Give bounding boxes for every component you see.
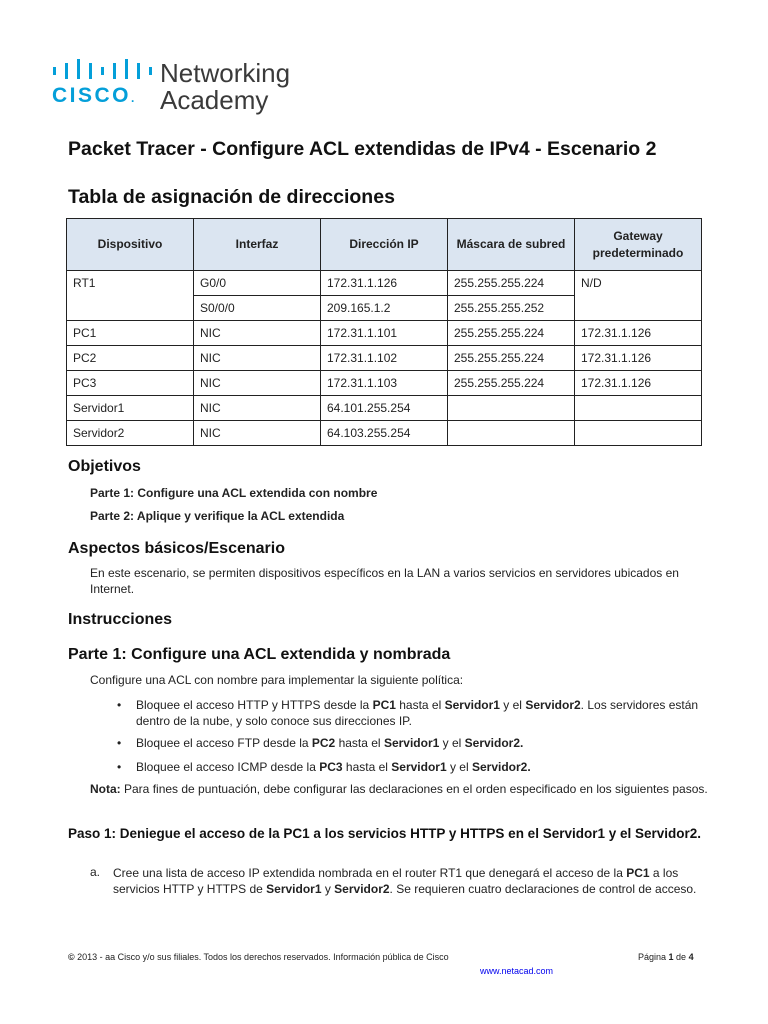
- table-cell: NIC: [194, 421, 321, 446]
- step1-heading: Paso 1: Deniegue el acceso de la PC1 a los servicios HTTP y HTTPS en el Servidor1 y el Servidor2.: [68, 826, 702, 841]
- table-cell: RT1: [67, 271, 194, 321]
- col-header-ip: Dirección IP: [321, 219, 448, 271]
- part1-intro: Configure una ACL con nombre para implementar la siguiente política:: [90, 673, 464, 687]
- table-cell: NIC: [194, 396, 321, 421]
- part1-heading: Parte 1: Configure una ACL extendida y nombrada: [68, 646, 451, 663]
- table-cell: NIC: [194, 371, 321, 396]
- table-cell: 172.31.1.102: [321, 346, 448, 371]
- table-cell: [448, 421, 575, 446]
- table-cell: 255.255.255.224: [448, 321, 575, 346]
- table-cell: 172.31.1.126: [575, 371, 702, 396]
- instructions-heading: Instrucciones: [68, 611, 173, 628]
- step1-a-text: Cree una lista de acceso IP extendida nombrada en el router RT1 que denegará el acceso de la PC1 a los servicios HTTP y HTTPS de Servidor1 y Servidor2. Se requieren cuatro declaraciones de control de acceso.: [113, 866, 697, 896]
- cisco-networking-academy-logo: [52, 56, 312, 120]
- table-cell: 255.255.255.224: [448, 271, 575, 296]
- table-cell: PC3: [67, 371, 194, 396]
- logo-networking: Networking: [160, 58, 291, 88]
- footer-copyright: © 2013 - aa Cisco y/o sus filiales. Todos los derechos reservados. Información pública de Cisco: [68, 952, 449, 962]
- objective-part2: Parte 2: Aplique y verifique la ACL extendida: [90, 509, 345, 523]
- table-cell: 172.31.1.126: [575, 346, 702, 371]
- table-cell: N/D: [575, 271, 702, 321]
- table-cell: NIC: [194, 346, 321, 371]
- table-cell: 172.31.1.126: [321, 271, 448, 296]
- table-row: [67, 421, 702, 446]
- table-cell: 255.255.255.224: [448, 371, 575, 396]
- logo-academy: Academy: [160, 85, 269, 115]
- table-cell: 255.255.255.252: [448, 296, 575, 321]
- table-row: [67, 371, 702, 396]
- table-cell: S0/0/0: [194, 296, 321, 321]
- policy-bullet-3: Bloquee el acceso ICMP desde la PC3 hasta el Servidor1 y el Servidor2.: [136, 760, 531, 774]
- addressing-table: [66, 218, 702, 446]
- table-cell: Servidor2: [67, 421, 194, 446]
- table-cell: 172.31.1.126: [575, 321, 702, 346]
- document-title: Packet Tracer - Configure ACL extendidas de IPv4 - Escenario 2: [68, 138, 657, 160]
- cisco-wordmark: CISCO.: [52, 84, 137, 107]
- table-cell: PC1: [67, 321, 194, 346]
- col-header-gateway: Gateway predeterminado: [575, 219, 702, 271]
- table-cell: Servidor1: [67, 396, 194, 421]
- table-cell: 64.101.255.254: [321, 396, 448, 421]
- table-title: Tabla de asignación de direcciones: [68, 186, 395, 208]
- table-cell: [448, 396, 575, 421]
- step1-a-label: a.: [90, 865, 101, 879]
- col-header-interface: Interfaz: [194, 219, 321, 271]
- table-row: [67, 396, 702, 421]
- table-cell: 64.103.255.254: [321, 421, 448, 446]
- background-text: En este escenario, se permiten dispositivos específicos en la LAN a varios servicios en servidores ubicados en Internet.: [90, 566, 679, 596]
- bullet-marker: •: [117, 736, 122, 750]
- footer-netacad-link[interactable]: www.netacad.com: [480, 966, 554, 976]
- table-cell: PC2: [67, 346, 194, 371]
- objectives-heading: Objetivos: [68, 458, 141, 475]
- cisco-bars-icon: [52, 56, 152, 80]
- policy-bullet-1: Bloquee el acceso HTTP y HTTPS desde la PC1 hasta el Servidor1 y el Servidor2. Los servidores están dentro de la nube, y solo conoce sus direcciones IP.: [136, 698, 699, 728]
- bullet-marker: •: [117, 760, 122, 774]
- bullet-marker: •: [117, 698, 122, 712]
- footer-page-number: Página 1 de 4: [638, 952, 694, 962]
- table-row: [67, 271, 702, 296]
- table-header-row: [67, 219, 702, 271]
- note-paragraph: Nota: Para fines de puntuación, debe configurar las declaraciones en el orden especificado en los siguientes pasos.: [90, 782, 708, 796]
- table-cell: G0/0: [194, 271, 321, 296]
- table-row: [67, 321, 702, 346]
- table-cell: [575, 396, 702, 421]
- background-heading: Aspectos básicos/Escenario: [68, 540, 285, 557]
- table-cell: [575, 421, 702, 446]
- col-header-device: Dispositivo: [67, 219, 194, 271]
- table-cell: 172.31.1.103: [321, 371, 448, 396]
- table-row: [67, 346, 702, 371]
- objective-part1: Parte 1: Configure una ACL extendida con nombre: [90, 486, 378, 500]
- table-cell: NIC: [194, 321, 321, 346]
- table-cell: 209.165.1.2: [321, 296, 448, 321]
- table-cell: 172.31.1.101: [321, 321, 448, 346]
- table-cell: 255.255.255.224: [448, 346, 575, 371]
- col-header-mask: Máscara de subred: [448, 219, 575, 271]
- policy-bullet-2: Bloquee el acceso FTP desde la PC2 hasta el Servidor1 y el Servidor2.: [136, 736, 524, 750]
